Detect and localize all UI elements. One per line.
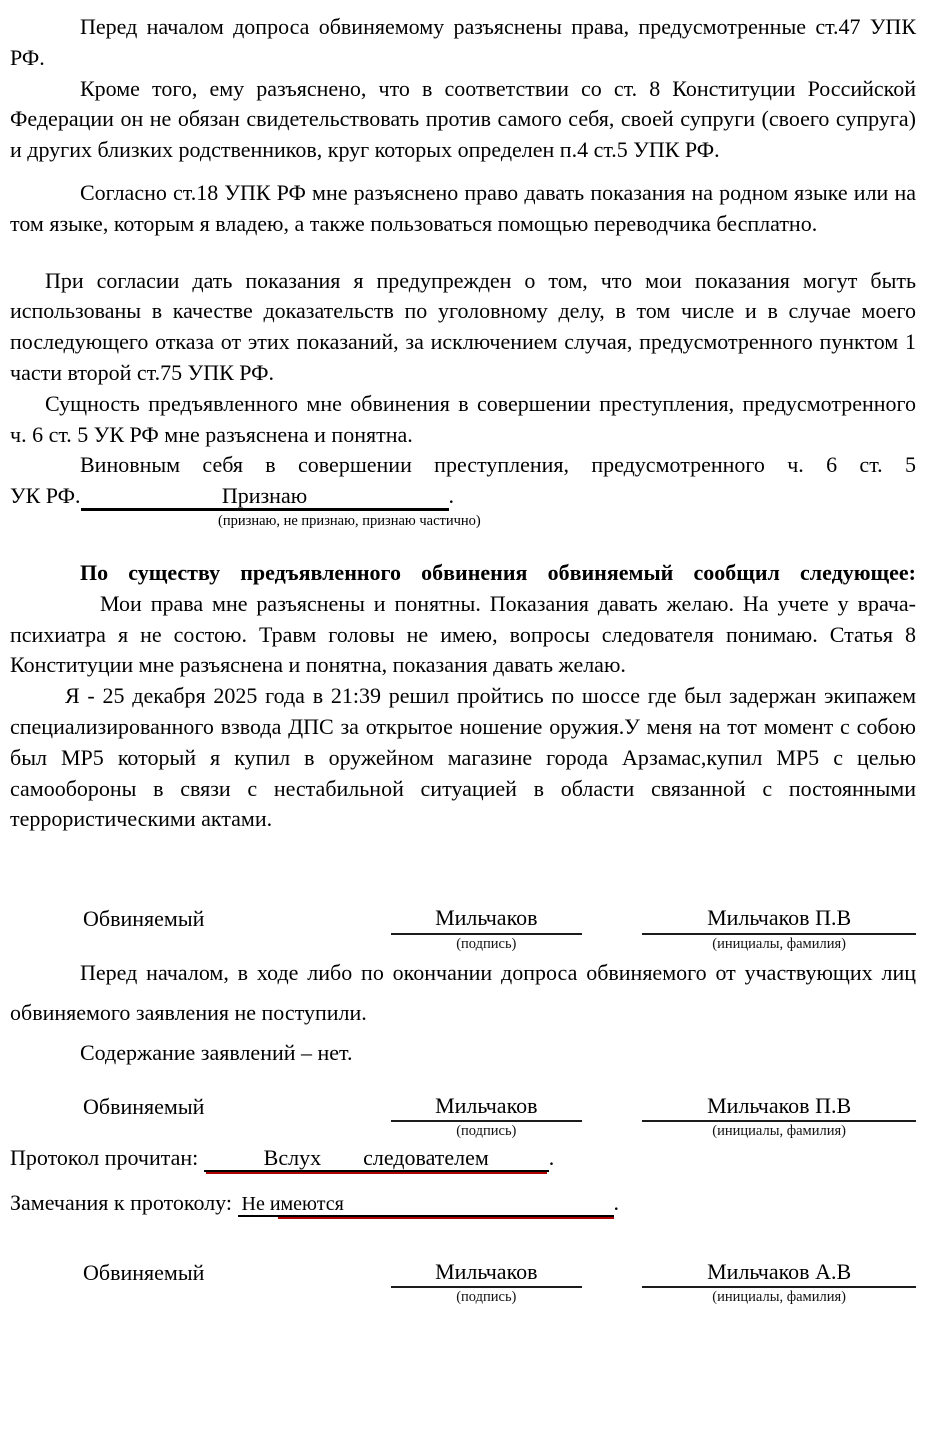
protocol-read-word1: Вслух — [263, 1144, 322, 1170]
protocol-read-label: Протокол прочитан: — [10, 1144, 199, 1170]
name-line[interactable]: Мильчаков П.В — [642, 905, 916, 934]
signature-block-1 — [10, 905, 916, 953]
guilt-answer-hint: (признаю, не признаю, признаю частично) — [218, 512, 481, 529]
paragraph-statement-narrative: Я - 25 декабря 2025 года в 21:39 решил пройтись по шоссе где был задержан экипажем специализированного взвода ДПС за открытое ношение оружия.У меня на тот момент с собою был МР5 который я купил в оружейном магазине города Арзамас,купил МР5 с целью самообороны в связи с нестабильной ситуацией в области связанной с постоянными террористическими актами. — [10, 683, 916, 832]
paragraph-rights-explained: Перед началом допроса обвиняемому разъяснены права, предусмотренные ст.47 УПК РФ. — [10, 14, 916, 70]
name-line[interactable]: Мильчаков П.В — [642, 1093, 916, 1122]
remarks-value: Не имеются — [241, 1192, 344, 1215]
signature-caption: (подпись) — [456, 1122, 517, 1139]
signature-block-3 — [10, 1259, 916, 1307]
paragraph-no-statements: Перед началом, в ходе либо по окончании допроса обвиняемого от участвующих лиц обвиняемого заявления не поступили. — [10, 960, 916, 1025]
paragraph-accusation-essence: Сущность предъявленного мне обвинения в совершении преступления, предусмотренного ч. 6 ст. 5 УК РФ мне разъяснена и понятна. — [10, 390, 916, 447]
spacer — [10, 240, 916, 266]
signature-caption: (подпись) — [456, 935, 517, 952]
paragraph-statements-content: Содержание заявлений – нет. — [80, 1039, 353, 1065]
guilt-answer-blank-field[interactable] — [81, 484, 449, 511]
signature-field — [391, 1259, 582, 1307]
spacer — [10, 166, 916, 178]
statement-section-heading: По существу предъявленного обвинения обвиняемый сообщил следующее: — [80, 560, 916, 586]
guilt-answer-value: Признаю — [221, 483, 308, 509]
signature-line[interactable]: Мильчаков — [391, 1259, 582, 1288]
signature-line[interactable]: Мильчаков — [391, 1093, 582, 1122]
guilt-statement-line1: Виновным себя в совершении преступления, предусмотренного ч. 6 ст. 5 — [80, 452, 916, 478]
paragraph-testimony-warning: При согласии дать показания я предупрежден о том, что мои показания могут быть использованы в качестве доказательств по уголовному делу, в том числе и в случае моего последующего отказа от этих показаний, за исключением случая, предусмотренного пунктом 1 части второй ст.75 УПК РФ. — [10, 267, 916, 385]
guilt-line2-prefix: УК РФ. — [10, 483, 81, 509]
protocol-read-period: . — [548, 1144, 555, 1170]
signature-role-label: Обвиняемый — [83, 1259, 205, 1285]
name-field — [642, 905, 916, 953]
signature-field — [391, 1093, 582, 1141]
signature-field — [391, 905, 582, 953]
spacer — [10, 1219, 916, 1259]
name-caption: (инициалы, фамилия) — [712, 1289, 846, 1306]
name-caption: (инициалы, фамилия) — [712, 1122, 846, 1139]
signature-block-2 — [10, 1093, 916, 1141]
name-line[interactable]: Мильчаков А.В — [642, 1259, 916, 1288]
signature-line[interactable]: Мильчаков — [391, 905, 582, 934]
spacer — [10, 1069, 916, 1093]
paragraph-native-language-right: Согласно ст.18 УПК РФ мне разъяснено право давать показания на родном языке или на том языке, которым я владею, а также пользоваться помощью переводчика бесплатно. — [10, 179, 916, 236]
guilt-statement-line2 — [10, 481, 916, 512]
name-caption: (инициалы, фамилия) — [712, 935, 846, 952]
remarks-blank-field[interactable] — [238, 1193, 614, 1217]
paragraph-statement-rights-understood: Мои права мне разъяснены и понятны. Показания давать желаю. На учете у врача-психиатра я не состою. Травм головы не имею, вопросы следователя понимаю. Статья 8 Конституции мне разъяснена и понятна, показания давать желаю. — [10, 590, 916, 678]
signature-caption: (подпись) — [456, 1289, 517, 1306]
remarks-line — [10, 1186, 916, 1219]
protocol-read-blank-field[interactable] — [204, 1146, 549, 1172]
paragraph-constitution-art8: Кроме того, ему разъяснено, что в соответствии со ст. 8 Конституции Российской Федерации он не обязан свидетельствовать против самого себя, своей супруги (своего супруга) и других близких родственников, круг которых определен п.4 ст.5 УПК РФ. — [10, 75, 916, 163]
protocol-read-word2: следователем — [363, 1144, 489, 1170]
signature-role-label: Обвиняемый — [83, 1093, 205, 1119]
signature-role-label: Обвиняемый — [83, 906, 205, 932]
spacer — [10, 835, 916, 905]
name-field — [642, 1093, 916, 1141]
spacer — [10, 530, 916, 558]
guilt-line2-period: . — [448, 483, 454, 509]
remarks-period: . — [613, 1189, 619, 1215]
protocol-read-line — [10, 1141, 916, 1174]
name-field — [642, 1259, 916, 1307]
remarks-label: Замечания к протоколу: — [10, 1189, 232, 1215]
